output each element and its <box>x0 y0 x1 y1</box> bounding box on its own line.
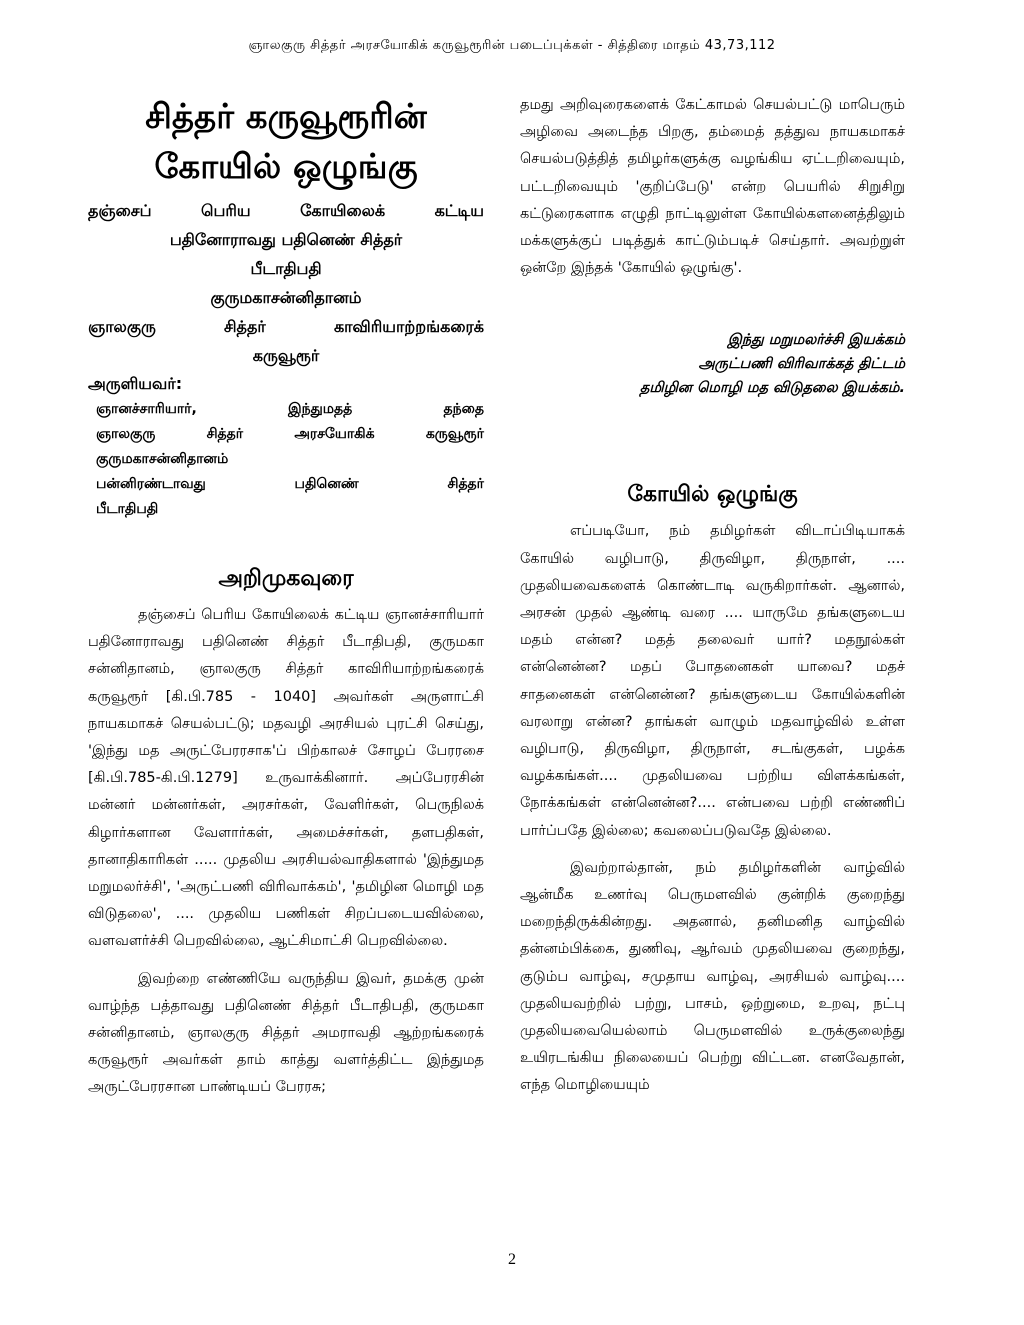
body-paragraph-2: இவற்றால்தான், நம் தமிழர்களின் வாழ்வில் ஆன்மீக உணர்வு பெருமளவில் குன்றிக் குறைந்து மறைந்திருக்கின்றது. அதனால், தனிமனித வாழ்வில் தன்னம்பிக்கை, துணிவு, ஆர்வம் முதலியவை குறைந்து, குடும்ப வாழ்வு, சமுதாய வாழ்வு, அரசியல் வாழ்வு.... முதலியவற்றில் பற்று, பாசம், ஒற்றுமை, உறவு, நட்பு முதலியவையெல்லாம் பெருமளவில் உருக்குலைந்து உயிரடங்கிய நிலையைப் பெற்று விட்டன. எனவேதான், எந்த மொழியையும் <box>520 859 905 1094</box>
intro-continued-paragraph: தமது அறிவுரைகளைக் கேட்காமல் செயல்பட்டு மாபெரும் அழிவை அடைந்த பிறகு, தம்மைத் தத்துவ நாயகமாகச் செயல்படுத்தித் தமிழர்களுக்கு வழங்கிய ஏட்டறிவையும், பட்டறிவையும் 'குறிப்பேடு' என்ற பெயரில் சிறுசிறு கட்டுரைகளாக எழுதி நாட்டிலுள்ள கோயில்களனைத்திலும் மக்களுக்குப் படித்துக் காட்டும்படிச் செய்தார். அவற்றுள் ஒன்றே இந்தக் 'கோயில் ஒழுங்கு'. <box>520 97 905 277</box>
slogan-line-1: இந்து மறுமலர்ச்சி இயக்கம் <box>727 332 905 349</box>
by-line-4: பன்னிரண்டாவது பதினெண் சித்தர் <box>96 476 484 492</box>
right-column <box>520 92 905 1100</box>
left-column <box>88 92 484 1102</box>
author-line-5: ஞாலகுரு சித்தர் காவிரியாற்றங்கரைக் <box>88 317 484 336</box>
author-line-4: குருமகாசன்னிதானம் <box>210 288 362 307</box>
by-line-3: குருமகாசன்னிதானம் <box>96 451 229 467</box>
slogan-line-2: அருட்பணி விரிவாக்கத் திட்டம் <box>698 356 905 373</box>
running-header: ஞாலகுரு சித்தர் அரசயோகிக் கருவூரூரின் படைப்புக்கள் - சித்திரை மாதம் 43,73,112 <box>248 38 776 53</box>
book-title-line2: கோயில் ஒழுங்கு <box>154 147 418 187</box>
body-paragraph-1: எப்படியோ, நம் தமிழர்கள் விடாப்பிடியாகக் கோயில் வழிபாடு, திருவிழா, திருநாள், .... முதலியவைகளைக் கொண்டாடி வருகிறார்கள். ஆனால், அரசன் முதல் ஆண்டி வரை .... யாருமே தங்களுடைய மதம் என்ன? மதத் தலைவர் யார்? மதநூல்கள் என்னென்ன? மதப் போதனைகள் யாவை? மதச் சாதனைகள் என்னென்ன? தங்களுடைய கோயில்களின் வரலாறு என்ன? தாங்கள் வாழும் மதவாழ்வில் உள்ள வழிபாடு, திருவிழா, திருநாள், சடங்குகள், பழக்க வழக்கங்கள்.... முதலியவை பற்றிய விளக்கங்கள், நோக்கங்கள் என்னென்ன?.... என்பவை பற்றி எண்ணிப் பார்ப்பதே இல்லை; கவலைப்படுவதே இல்லை. <box>520 523 905 839</box>
author-line-6: கருவூரூர் <box>252 346 320 365</box>
by-line-1: ஞானச்சாரியார், இந்துமதத் தந்தை <box>96 401 484 417</box>
intro-paragraph-1: தஞ்சைப் பெரிய கோயிலைக் கட்டிய ஞானச்சாரியார் பதினோராவது பதினெண் சித்தர் பீடாதிபதி, குருமகா சன்னிதானம், ஞாலகுரு சித்தர் காவிரியாற்றங்கரைக் கருவூரூர் [கி.பி.785 - 1040] அவர்கள் அருளாட்சி நாயகமாகச் செயல்பட்டு; மதவழி அரசியல் புரட்சி செய்து, 'இந்து மத அருட்பேரரசாக'ப் பிற்காலச் சோழப் பேரரசை [கி.பி.785-கி.பி.1279] உருவாக்கினார். அப்பேரரசின் மன்னர் மன்னர்கள், அரசர்கள், வேளிர்கள், பெருநிலக் கிழார்களான வேளார்கள், அமைச்சர்கள், தளபதிகள், தானாதிகாரிகள் ..... முதலிய அரசியல்வாதிகளால் 'இந்துமத மறுமலர்ச்சி', 'அருட்பணி விரிவாக்கம்', 'தமிழின மொழி மத விடுதலை', .... முதலிய பணிகள் சிறப்படையவில்லை, வளவளர்ச்சி பெறவில்லை, ஆட்சிமாட்சி பெறவில்லை. <box>88 607 484 950</box>
intro-heading: அறிமுகவுரை <box>218 566 354 591</box>
page-number: 2 <box>508 1251 516 1268</box>
slogan-line-3: தமிழின மொழி மத விடுதலை இயக்கம். <box>639 380 905 397</box>
by-line-2: ஞாலகுரு சித்தர் அரசயோகிக் கருவூரூர் <box>96 426 484 442</box>
author-line-3: பீடாதிபதி <box>250 259 322 278</box>
section-heading: கோயில் ஒழுங்கு <box>627 482 798 508</box>
book-title-line1: சித்தர் கருவூரூரின் <box>145 97 427 137</box>
author-line-2: பதினோராவது பதினெண் சித்தர் <box>169 230 403 249</box>
slogan-block <box>520 328 905 400</box>
author-line-1: தஞ்சைப் பெரிய கோயிலைக் கட்டிய <box>88 201 484 220</box>
by-line-5: பீடாதிபதி <box>96 501 159 517</box>
by-label: அருளியவர்: <box>88 374 183 393</box>
intro-paragraph-2: இவற்றை எண்ணியே வருந்திய இவர், தமக்கு முன் வாழ்ந்த பத்தாவது பதினெண் சித்தர் பீடாதிபதி, குருமகா சன்னிதானம், ஞாலகுரு சித்தர் அமராவதி ஆற்றங்கரைக் கருவூரூர் அவர்கள் தாம் காத்து வளர்த்திட்ட இந்துமத அருட்பேரரசான பாண்டியப் பேரரசு; <box>88 970 484 1096</box>
